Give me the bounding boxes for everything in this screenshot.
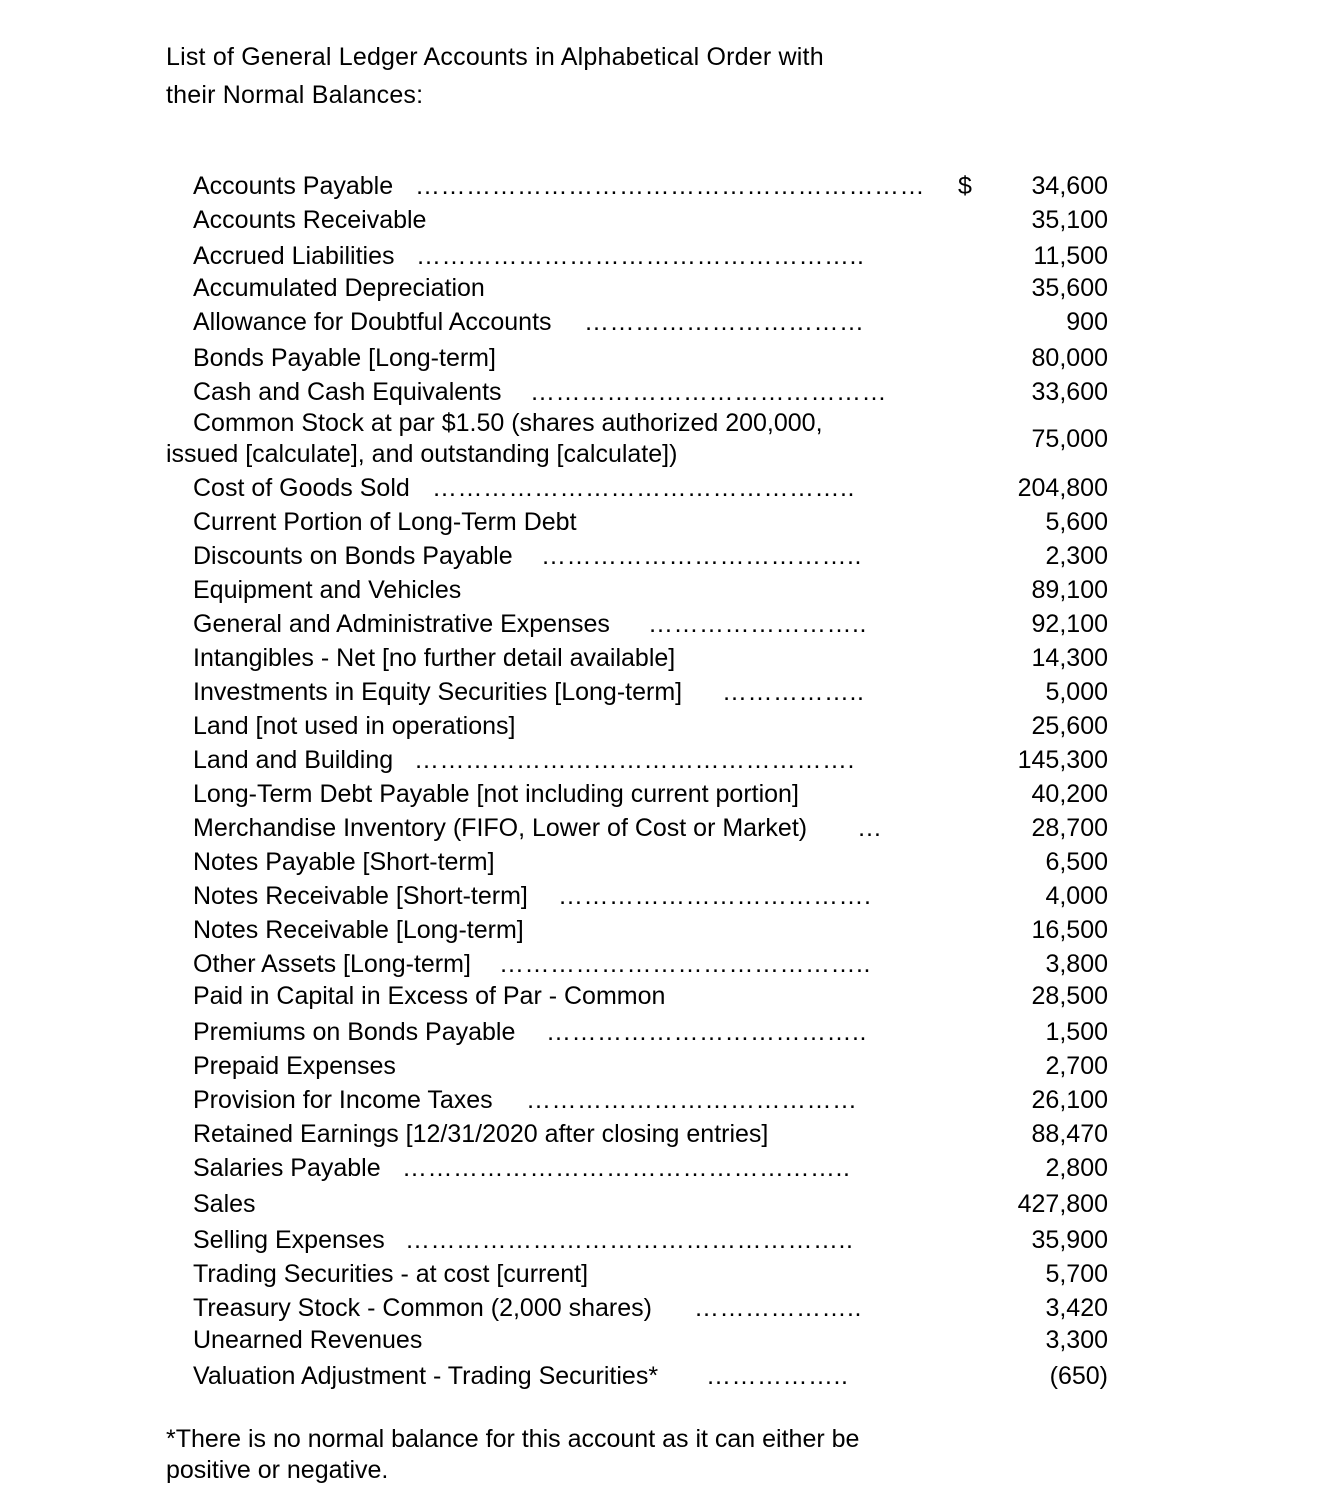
account-name-line-1: Common Stock at par $1.50 (shares authorized 200,000, <box>193 409 823 437</box>
leader-dots: ……………….. <box>694 1294 862 1322</box>
account-name: Merchandise Inventory (FIFO, Lower of Cost or Market) <box>193 814 808 842</box>
account-name: Valuation Adjustment - Trading Securities* <box>193 1362 659 1390</box>
account-balance: 89,100 <box>1031 576 1108 604</box>
account-name: Prepaid Expenses <box>193 1052 396 1080</box>
leader-dots: …………………………………………….. <box>402 1154 851 1182</box>
account-name: Salaries Payable <box>193 1154 381 1182</box>
account-balance: 75,000 <box>1031 425 1108 453</box>
leader-dots: ………………………………………….. <box>432 474 855 502</box>
leader-dots: …………………………………………….. <box>416 242 865 270</box>
account-balance: 204,800 <box>1017 474 1108 502</box>
account-balance: 900 <box>1066 308 1108 336</box>
account-balance: 28,700 <box>1031 814 1108 842</box>
account-balance: 3,800 <box>1045 950 1108 978</box>
footnote-line-2: positive or negative. <box>166 1456 389 1484</box>
account-name: Selling Expenses <box>193 1226 385 1254</box>
account-balance: 427,800 <box>1017 1190 1108 1218</box>
account-name: Accumulated Depreciation <box>193 274 485 302</box>
account-balance: 28,500 <box>1031 982 1108 1010</box>
account-name: Accounts Payable <box>193 172 394 200</box>
account-balance: 35,100 <box>1031 206 1108 234</box>
account-balance: 2,800 <box>1045 1154 1108 1182</box>
account-balance: 34,600 <box>1031 172 1108 200</box>
account-name: Cash and Cash Equivalents <box>193 378 502 406</box>
leader-dots: … <box>857 814 883 842</box>
account-name: Accounts Receivable <box>193 206 427 234</box>
account-name: Current Portion of Long-Term Debt <box>193 508 577 536</box>
account-balance: 5,700 <box>1045 1260 1108 1288</box>
account-name: Retained Earnings [12/31/2020 after closing entries] <box>193 1120 769 1148</box>
account-name: Discounts on Bonds Payable <box>193 542 513 570</box>
account-name: Unearned Revenues <box>193 1326 423 1354</box>
leader-dots: ………………………………… <box>526 1086 858 1114</box>
account-name: Land [not used in operations] <box>193 712 516 740</box>
account-balance: 26,100 <box>1031 1086 1108 1114</box>
account-name: Notes Receivable [Long-term] <box>193 916 524 944</box>
ledger-row-multiline <box>166 408 823 470</box>
currency-symbol: $ <box>958 172 972 200</box>
account-name: Other Assets [Long-term] <box>193 950 471 978</box>
account-balance: 88,470 <box>1031 1120 1108 1148</box>
leader-dots: …………………………………………….. <box>405 1226 854 1254</box>
account-name: Premiums on Bonds Payable <box>193 1018 516 1046</box>
account-balance: 145,300 <box>1017 746 1108 774</box>
account-name: Paid in Capital in Excess of Par - Common <box>193 982 666 1010</box>
account-balance: 6,500 <box>1045 848 1108 876</box>
account-balance: 14,300 <box>1031 644 1108 672</box>
account-balance: 92,100 <box>1031 610 1108 638</box>
leader-dots: …………………………………….. <box>499 950 871 978</box>
account-balance: 2,700 <box>1045 1052 1108 1080</box>
leader-dots: …………….. <box>722 678 865 706</box>
account-balance: 5,600 <box>1045 508 1108 536</box>
account-name: Cost of Goods Sold <box>193 474 410 502</box>
account-balance: 35,900 <box>1031 1226 1108 1254</box>
leader-dots: ……………………………….. <box>541 542 862 570</box>
account-balance: 33,600 <box>1031 378 1108 406</box>
account-name: Long-Term Debt Payable [not including current portion] <box>193 780 799 808</box>
leader-dots: …………………………………… <box>530 378 887 406</box>
account-name: Provision for Income Taxes <box>193 1086 493 1114</box>
footnote-line-1: *There is no normal balance for this account as it can either be <box>166 1425 860 1453</box>
account-balance: 2,300 <box>1045 542 1108 570</box>
heading-line-2: their Normal Balances: <box>166 81 424 109</box>
leader-dots: ……………………………………………. <box>414 746 855 774</box>
account-name: Equipment and Vehicles <box>193 576 462 604</box>
account-balance: 80,000 <box>1031 344 1108 372</box>
account-name: Notes Payable [Short-term] <box>193 848 495 876</box>
account-balance: 25,600 <box>1031 712 1108 740</box>
account-balance: 4,000 <box>1045 882 1108 910</box>
account-balance: 16,500 <box>1031 916 1108 944</box>
account-name: Bonds Payable [Long-term] <box>193 344 496 372</box>
account-name: General and Administrative Expenses <box>193 610 610 638</box>
account-name: Land and Building <box>193 746 394 774</box>
leader-dots: …………………….. <box>648 610 867 638</box>
account-balance: 40,200 <box>1031 780 1108 808</box>
leader-dots: …………….. <box>706 1362 849 1390</box>
heading-line-1: List of General Ledger Accounts in Alphabetical Order with <box>166 43 824 71</box>
account-name: Intangibles - Net [no further detail available] <box>193 644 676 672</box>
leader-dots: ………………………………. <box>558 882 872 910</box>
account-name: Treasury Stock - Common (2,000 shares) <box>193 1294 652 1322</box>
document-heading <box>166 38 926 114</box>
account-name: Allowance for Doubtful Accounts <box>193 308 552 336</box>
account-balance: 1,500 <box>1045 1018 1108 1046</box>
account-name: Sales <box>193 1190 256 1218</box>
account-name-line-2: issued [calculate], and outstanding [calculate]) <box>166 440 678 468</box>
account-name: Accrued Liabilities <box>193 242 395 270</box>
account-balance: 35,600 <box>1031 274 1108 302</box>
leader-dots: ……………………………….. <box>546 1018 867 1046</box>
leader-dots: …………………………… <box>584 308 865 336</box>
leader-dots: …………………………………………………… <box>415 172 925 200</box>
account-name: Notes Receivable [Short-term] <box>193 882 528 910</box>
account-balance: 5,000 <box>1045 678 1108 706</box>
account-balance: 3,420 <box>1045 1294 1108 1322</box>
account-name: Investments in Equity Securities [Long-term] <box>193 678 683 706</box>
footnote <box>166 1424 926 1486</box>
account-name: Trading Securities - at cost [current] <box>193 1260 589 1288</box>
account-balance: 3,300 <box>1045 1326 1108 1354</box>
account-balance: (650) <box>1049 1362 1108 1390</box>
account-balance: 11,500 <box>1033 242 1108 270</box>
